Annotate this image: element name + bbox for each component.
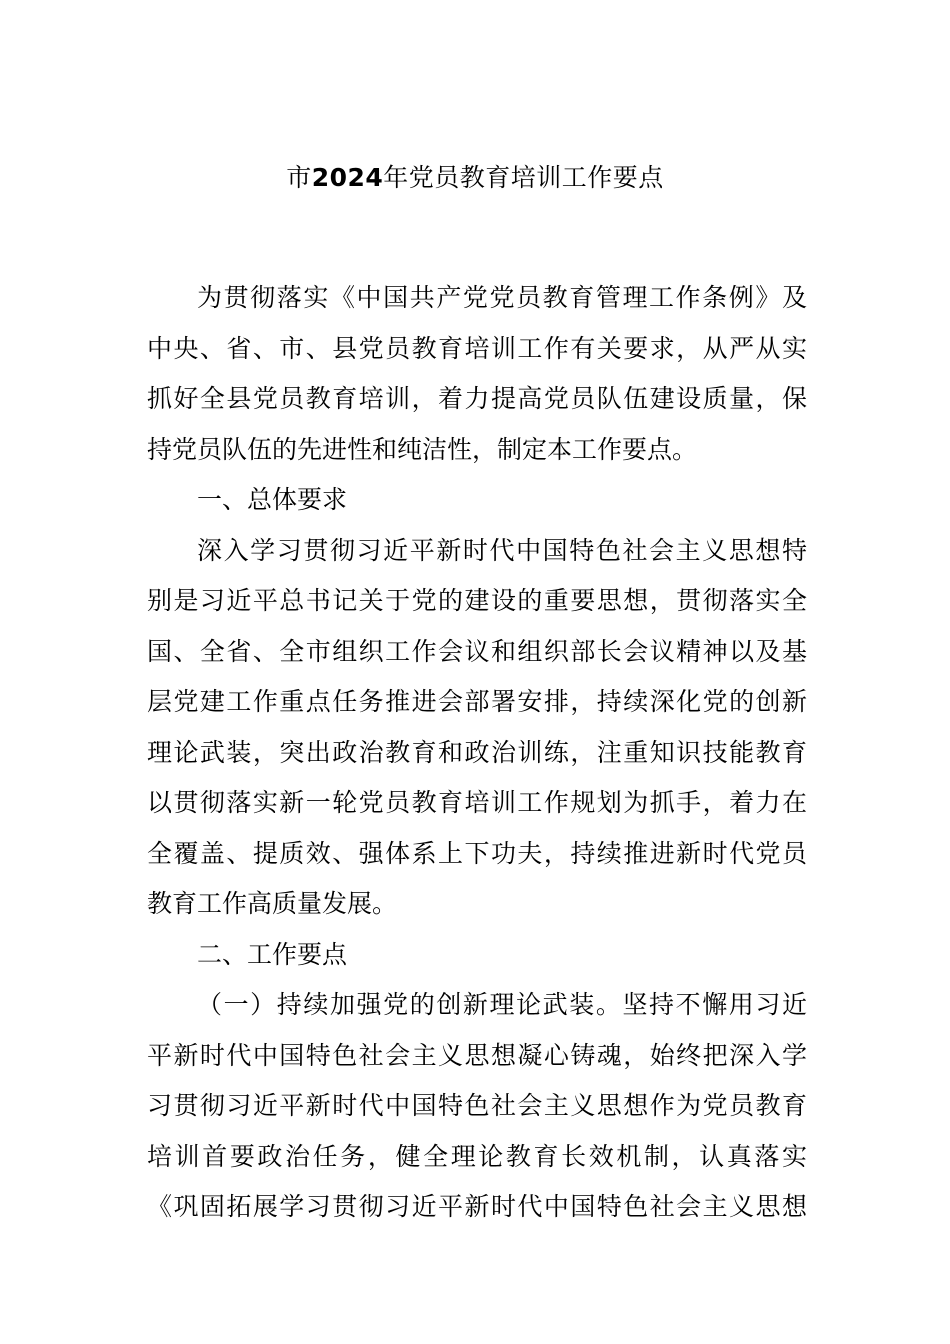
- title-suffix: 年党员教育培训工作要点: [383, 163, 664, 192]
- text-line: 理论武装，突出政治教育和政治训练，注重知识技能教育: [147, 737, 807, 767]
- text-line: 平新时代中国特色社会主义思想凝心铸魂，始终把深入学: [147, 1040, 807, 1070]
- text-line: 深入学习贯彻习近平新时代中国特色社会主义思想特: [197, 535, 807, 565]
- text-line: 全覆盖、提质效、强体系上下功夫，持续推进新时代党员: [147, 838, 807, 868]
- section-heading: 二、工作要点: [197, 939, 348, 969]
- text-line: 教育工作高质量发展。: [147, 889, 398, 918]
- text-line: 为贯彻落实《中国共产党党员教育管理工作条例》及: [197, 283, 807, 312]
- title-prefix: 市: [286, 163, 312, 192]
- text-line: 习贯彻习近平新时代中国特色社会主义思想作为党员教育: [147, 1091, 807, 1120]
- text-line: 别是习近平总书记关于党的建设的重要思想，贯彻落实全: [147, 586, 807, 615]
- text-line: 持党员队伍的先进性和纯洁性，制定本工作要点。: [147, 434, 698, 464]
- text-line: 层党建工作重点任务推进会部署安排，持续深化党的创新: [147, 687, 807, 716]
- title-year: 2024: [311, 163, 384, 192]
- section-heading: 一、总体要求: [197, 485, 348, 514]
- text-line: 抓好全县党员教育培训，着力提高党员队伍建设质量，保: [147, 384, 807, 413]
- document-title: [0, 158, 950, 198]
- text-line: 以贯彻落实新一轮党员教育培训工作规划为抓手，着力在: [147, 788, 807, 817]
- document-body: [147, 276, 807, 1236]
- text-line: 培训首要政治任务，健全理论教育长效机制，认真落实: [147, 1141, 807, 1171]
- text-line: 国、全省、全市组织工作会议和组织部长会议精神以及基: [147, 636, 807, 666]
- text-line: （一）持续加强党的创新理论武装。坚持不懈用习近: [197, 990, 807, 1019]
- text-line: 《巩固拓展学习贯彻习近平新时代中国特色社会主义思想: [147, 1192, 807, 1221]
- text-line: 中央、省、市、县党员教育培训工作有关要求，从严从实: [147, 333, 807, 363]
